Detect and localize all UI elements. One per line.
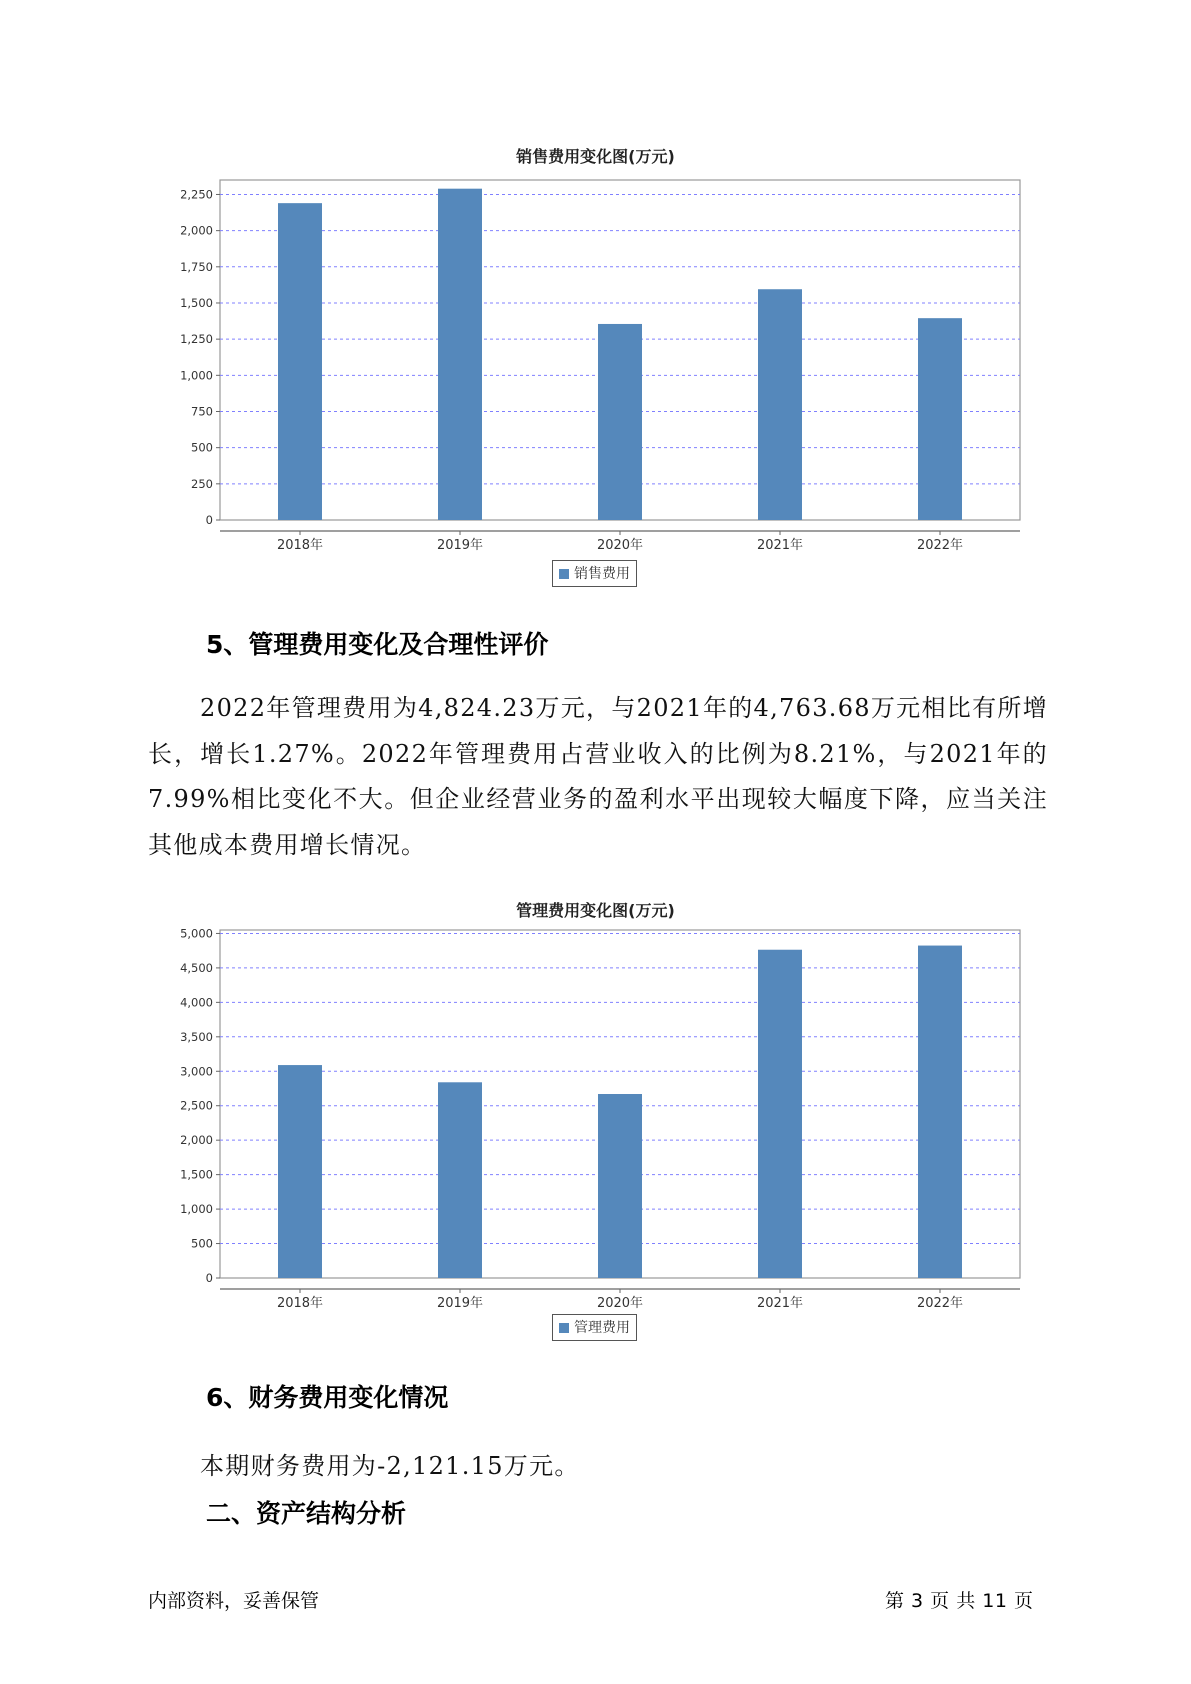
x-tick-label: 2022年 bbox=[916, 538, 964, 553]
chart-legend bbox=[552, 1314, 637, 1341]
y-tick-label: 750 bbox=[191, 404, 213, 419]
chart-title: 管理费用变化图(万元) bbox=[516, 901, 675, 920]
y-tick-label: 1,500 bbox=[180, 295, 213, 310]
y-tick-label: 5,000 bbox=[180, 926, 213, 941]
chart-legend bbox=[552, 560, 637, 587]
bar bbox=[758, 950, 802, 1278]
x-tick-label: 2021年 bbox=[756, 1296, 804, 1311]
bar-chart-admin-expense bbox=[160, 926, 1020, 1311]
legend-swatch bbox=[559, 1323, 569, 1333]
y-tick-label: 1,750 bbox=[180, 259, 213, 274]
body-paragraph: 2022年管理费用为4,824.23万元，与2021年的4,763.68万元相比有所增长，增长1.27%。2022年管理费用占营业收入的比例为8.21%，与2021年的7.99%相比变化不大。但企业经营业务的盈利水平出现较大幅度下降，应当关注其他成本费用增长情况。 bbox=[148, 694, 1048, 859]
bar bbox=[438, 1082, 482, 1278]
y-tick-label: 0 bbox=[205, 513, 213, 527]
section-heading: 6、财务费用变化情况 bbox=[206, 1383, 449, 1412]
section-heading: 二、资产结构分析 bbox=[206, 1499, 407, 1528]
x-tick-label: 2018年 bbox=[276, 1296, 324, 1311]
x-tick-label: 2020年 bbox=[596, 538, 644, 553]
y-tick-label: 1,250 bbox=[180, 332, 213, 347]
bar bbox=[918, 318, 962, 520]
footer-page-number: 第 3 页 共 11 页 bbox=[885, 1590, 1034, 1612]
x-tick-label: 2019年 bbox=[436, 538, 484, 553]
y-tick-label: 1,500 bbox=[180, 1167, 213, 1182]
y-tick-label: 2,000 bbox=[180, 223, 213, 238]
y-tick-label: 250 bbox=[191, 476, 213, 491]
y-tick-label: 0 bbox=[205, 1271, 213, 1285]
x-tick-label: 2020年 bbox=[596, 1296, 644, 1311]
section-heading: 5、管理费用变化及合理性评价 bbox=[206, 630, 549, 659]
footer-confidential-note: 内部资料，妥善保管 bbox=[148, 1590, 320, 1612]
y-tick-label: 4,000 bbox=[180, 995, 213, 1010]
bar bbox=[278, 203, 322, 520]
bar bbox=[598, 1094, 642, 1278]
bar bbox=[598, 324, 642, 520]
bar bbox=[278, 1065, 322, 1278]
y-tick-label: 1,000 bbox=[180, 1202, 213, 1217]
bar bbox=[758, 289, 802, 520]
y-tick-label: 2,000 bbox=[180, 1133, 213, 1148]
y-tick-label: 1,000 bbox=[180, 368, 213, 383]
body-text: 本期财务费用为-2,121.15万元。 bbox=[200, 1452, 580, 1480]
y-tick-label: 2,500 bbox=[180, 1098, 213, 1113]
legend-label: 销售费用 bbox=[574, 566, 630, 582]
bar bbox=[918, 946, 962, 1278]
y-tick-label: 4,500 bbox=[180, 960, 213, 975]
bar-chart-sales-expense bbox=[160, 180, 1020, 560]
y-tick-label: 500 bbox=[191, 440, 213, 455]
x-tick-label: 2018年 bbox=[276, 538, 324, 553]
x-tick-label: 2019年 bbox=[436, 1296, 484, 1311]
y-tick-label: 2,250 bbox=[180, 187, 213, 202]
x-tick-label: 2021年 bbox=[756, 538, 804, 553]
y-tick-label: 500 bbox=[191, 1236, 213, 1251]
legend-swatch bbox=[559, 569, 569, 579]
x-tick-label: 2022年 bbox=[916, 1296, 964, 1311]
chart-title: 销售费用变化图(万元) bbox=[516, 147, 675, 166]
y-tick-label: 3,500 bbox=[180, 1029, 213, 1044]
y-tick-label: 3,000 bbox=[180, 1064, 213, 1079]
bar bbox=[438, 189, 482, 520]
legend-label: 管理费用 bbox=[574, 1320, 630, 1336]
